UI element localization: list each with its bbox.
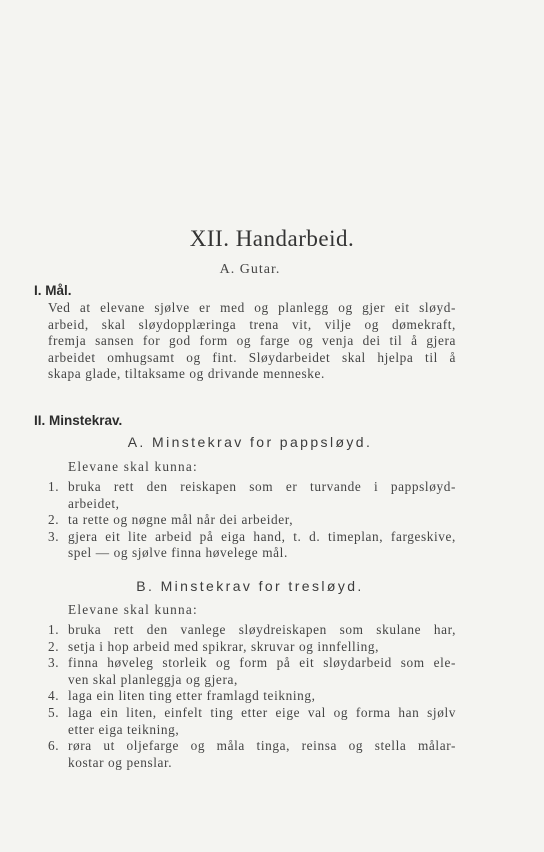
list-number: 5. <box>48 704 60 720</box>
list-line: gjera eit lite arbeid på eiga hand, t. d. timeplan, fargeskive, <box>68 528 456 544</box>
list-item <box>48 512 456 529</box>
paragraph-line: fremja sansen for god form og farge og venja dei til å gjera <box>48 333 456 349</box>
paragraph-line: arbeid, skal sløydopplæringa trena vit, vilje og dømekraft, <box>48 316 456 332</box>
list-item <box>48 479 456 512</box>
list-line: arbeidet, <box>68 495 120 511</box>
list-number: 6. <box>48 738 60 754</box>
list-line: spel — og sjølve finna høvelege mål. <box>68 545 288 561</box>
list-number: 2. <box>48 512 60 528</box>
list-lead-tresloyd: Elevane skal kunna: <box>68 602 198 617</box>
section-mal-paragraph <box>48 300 456 383</box>
list-item <box>48 705 456 738</box>
list-lead-pappsloyd: Elevane skal kunna: <box>68 459 198 474</box>
list-line: ta rette og nøgne mål når dei arbeider, <box>68 512 294 528</box>
list-item <box>48 622 456 639</box>
list-number: 3. <box>48 655 60 671</box>
list-line: bruka rett den vanlege sløydreiskapen som skulane har, <box>68 622 456 637</box>
list-item <box>48 738 456 771</box>
list-line: kostar og penslar. <box>68 754 173 770</box>
section-heading-mal: I. Mål. <box>34 283 72 298</box>
subsection-heading-tresloyd: B. Minstekrav for tresløyd. <box>136 578 364 594</box>
list-line: laga ein liten ting etter framlagd teikning, <box>68 688 316 704</box>
paragraph-line: skapa glade, tiltaksame og drivande menneske. <box>48 366 325 382</box>
list-line: setja i hop arbeid med spikrar, skruvar og innfelling, <box>68 638 380 654</box>
list-line: ven skal planleggja og gjera, <box>68 671 238 687</box>
list-number: 1. <box>48 479 60 494</box>
page-title: XII. Handarbeid. <box>189 226 355 251</box>
list-number: 4. <box>48 688 60 704</box>
page-subtitle: A. Gutar. <box>219 262 281 277</box>
list-line: laga ein liten, einfelt ting etter eige val og forma han sjølv <box>68 704 456 720</box>
subsection-heading-pappsloyd: A. Minstekrav for pappsløyd. <box>127 434 373 450</box>
section-heading-minstekrav: II. Minstekrav. <box>34 413 123 428</box>
pappsloyd-list <box>48 479 456 562</box>
list-line: røra ut oljefarge og måla tinga, reinsa og stella målar- <box>68 738 456 754</box>
list-number: 2. <box>48 638 60 654</box>
list-item <box>48 529 456 562</box>
paragraph-line: arbeidet omhugsamt og fint. Sløydarbeidet skal hjelpa til å <box>48 349 456 365</box>
tresloyd-list <box>48 622 456 771</box>
list-line: bruka rett den reiskapen som er turvande i pappsløyd- <box>68 479 456 494</box>
list-number: 1. <box>48 622 60 637</box>
list-line: etter eiga teikning, <box>68 721 180 737</box>
list-item <box>48 688 456 705</box>
list-number: 3. <box>48 528 60 544</box>
list-item <box>48 655 456 688</box>
list-line: finna høveleg storleik og form på eit sløydarbeid som ele- <box>68 655 456 671</box>
paragraph-line: Ved at elevane sjølve er med og planlegg og gjer eit sløyd- <box>48 300 456 315</box>
list-item <box>48 639 456 656</box>
